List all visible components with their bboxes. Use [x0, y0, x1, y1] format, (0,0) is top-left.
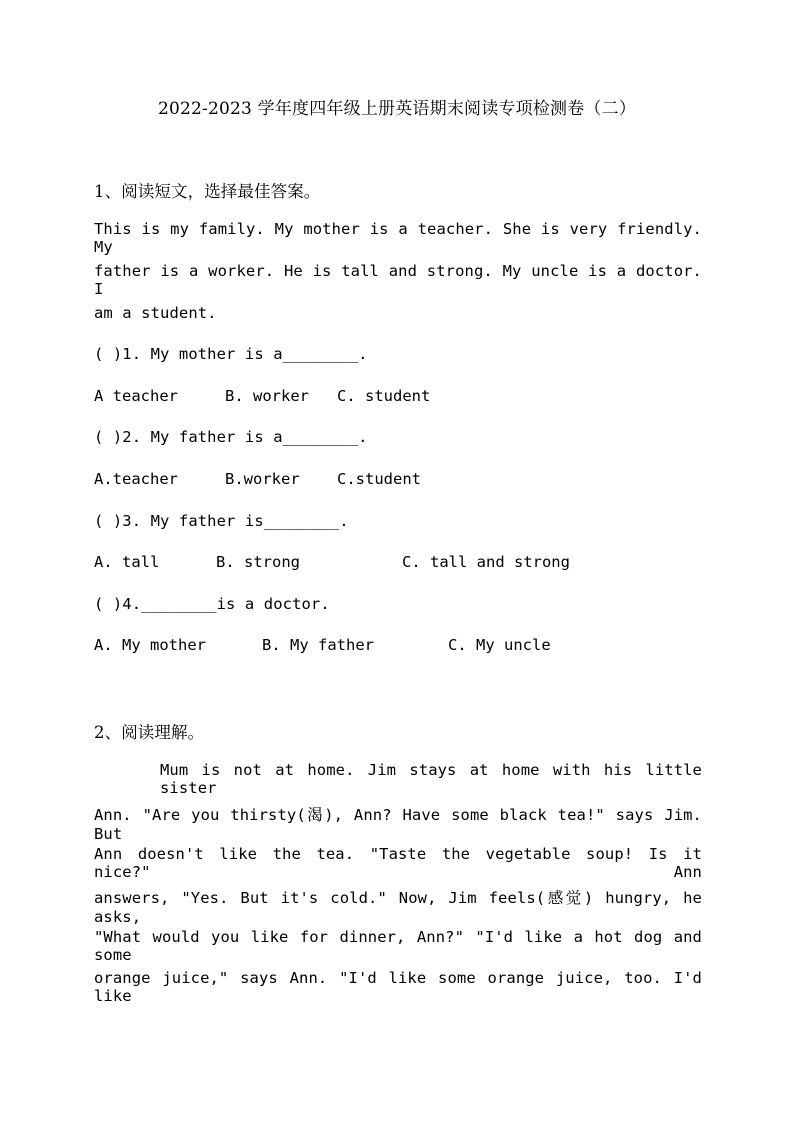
question-3-option-c: C. tall and strong [402, 553, 570, 571]
section2-heading: 2、阅读理解。 [94, 723, 205, 742]
section1-heading: 1、阅读短文，选择最佳答案。 [94, 182, 321, 201]
section2-passage-line-3: Ann doesn't like the tea. "Taste the vegetable soup! Is it nice?" Ann [94, 845, 702, 881]
section1-passage-line-3: am a student. [94, 304, 217, 322]
question-2-option-b: B.worker [225, 470, 300, 488]
question-2-option-c: C.student [337, 470, 421, 488]
question-4-option-b: B. My father [262, 636, 374, 654]
section2-passage-line-4: answers, "Yes. But it's cold." Now, Jim feels(感觉) hungry, he asks, [94, 889, 702, 926]
question-2-stem: ( )2. My father is a________. [94, 428, 368, 446]
question-1-stem: ( )1. My mother is a________. [94, 345, 368, 363]
question-3-option-a: A. tall [94, 553, 160, 571]
section1-passage-line-1: This is my family. My mother is a teacher. She is very friendly. My [94, 220, 702, 256]
question-3-stem: ( )3. My father is________. [94, 512, 349, 530]
question-3-option-b: B. strong [216, 553, 300, 571]
section2-passage-line-2: Ann. "Are you thirsty(渴), Ann? Have some black tea!" says Jim. But [94, 806, 702, 843]
question-4-stem: ( )4.________is a doctor. [94, 595, 330, 613]
question-1-option-c: C. student [337, 387, 431, 405]
section2-passage-line-1: Mum is not at home. Jim stays at home with his little sister [160, 761, 702, 797]
page-title: 2022-2023 学年度四年级上册英语期末阅读专项检测卷（二） [157, 99, 637, 119]
question-2-option-a: A.teacher [94, 470, 178, 488]
question-1-option-a: A teacher [94, 387, 178, 405]
question-4-option-a: A. My mother [94, 636, 206, 654]
question-4-option-c: C. My uncle [448, 636, 551, 654]
section2-passage-line-5: "What would you like for dinner, Ann?" "I'd like a hot dog and some [94, 928, 702, 964]
question-1-option-b: B. worker [225, 387, 309, 405]
section2-passage-line-6: orange juice," says Ann. "I'd like some orange juice, too. I'd like [94, 969, 702, 1005]
section1-passage-line-2: father is a worker. He is tall and strong. My uncle is a doctor. I [94, 262, 702, 298]
